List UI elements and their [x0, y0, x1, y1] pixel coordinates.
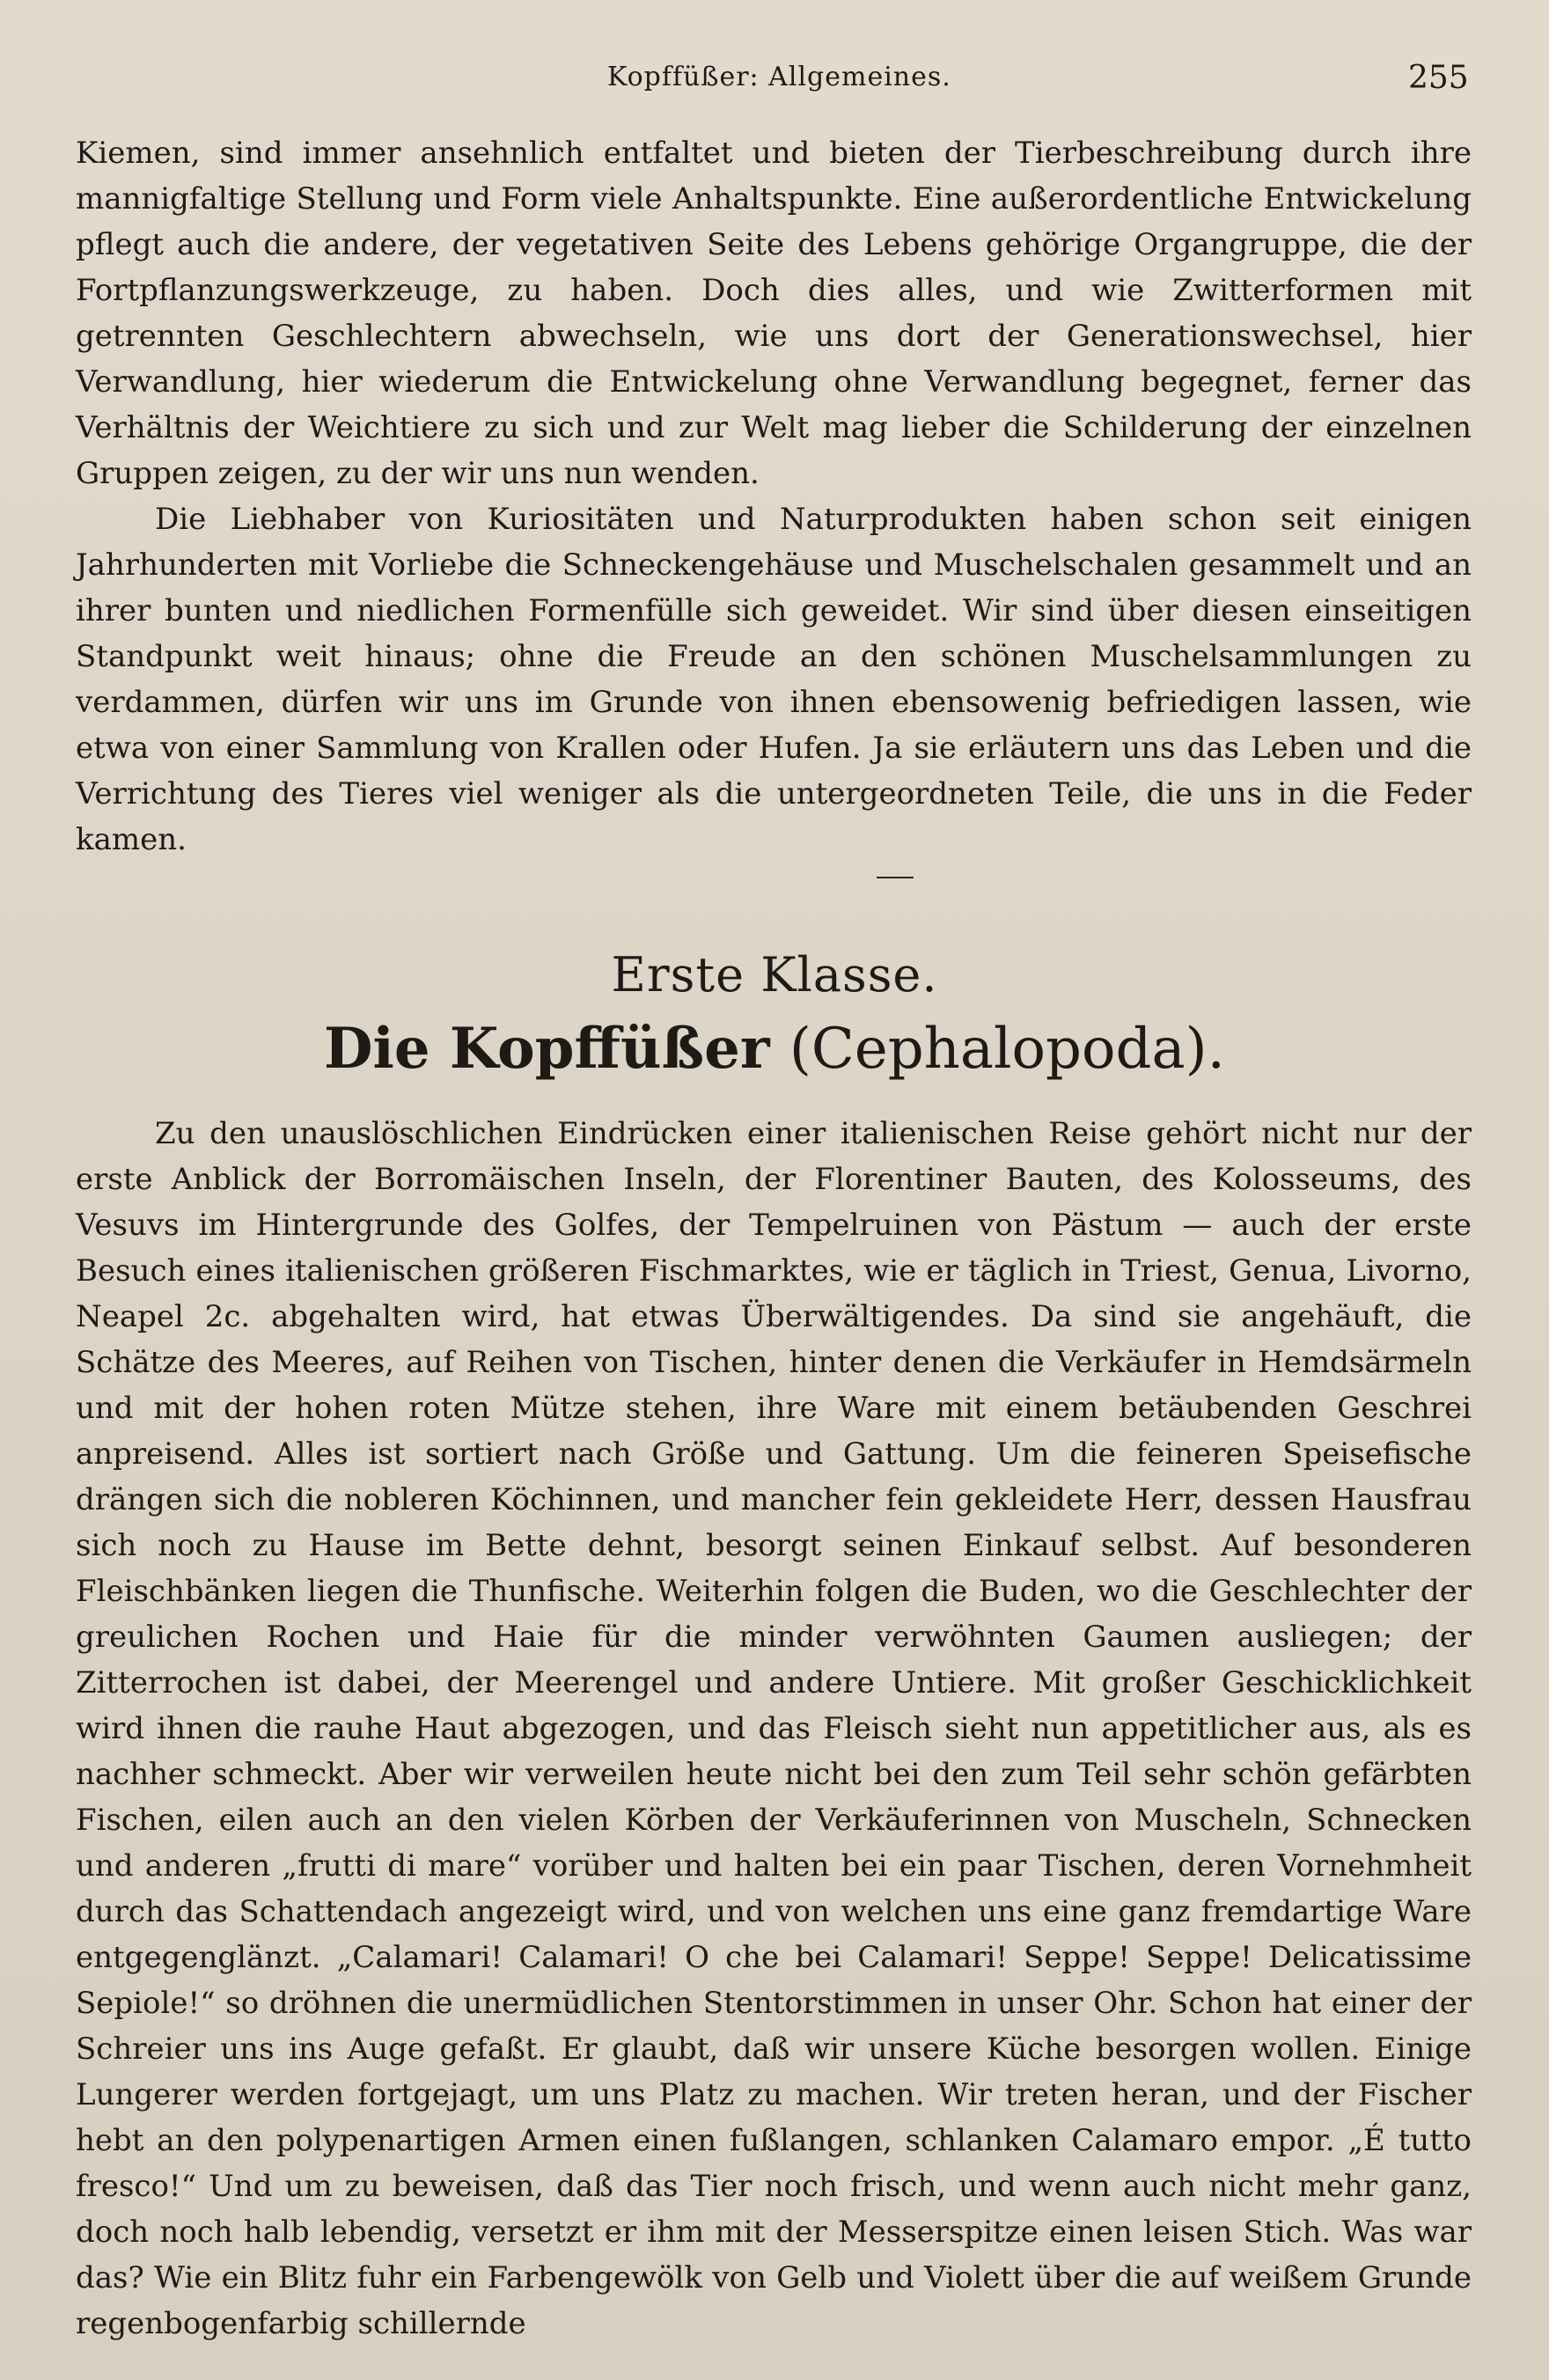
paragraph-collectors: Die Liebhaber von Kuriositäten und Naturprodukten haben schon seit einigen Jahrhunderten mit Vorliebe die Schneckengehäuse und Muschelschalen gesammelt und an ihrer bunten und niedlichen Formenfülle sich geweidet. Wir sind über diesen einseitigen Standpunkt weit hinaus; ohne die Freude an den schönen Muschelsammlungen zu verdammen, dürfen wir uns im Grunde von ihnen ebensowenig befriedigen lassen, wie etwa von einer Sammlung von Krallen oder Hufen. Ja sie erläutern uns das Leben und die Verrichtung des Tieres viel weniger als die untergeordneten Teile, die uns in die Feder kamen.	[76, 502, 1472, 857]
order-heading	[0, 1016, 1549, 1082]
section-divider	[877, 877, 914, 878]
running-title: Kopffüßer: Allgemeines.	[607, 62, 951, 92]
page-number: 255	[1408, 60, 1469, 96]
paragraph-fish-market: Zu den unauslöschlichen Eindrücken einer italienischen Reise gehört nicht nur der erste Anblick der Borromäischen Inseln, der Florentiner Bauten, des Kolosseums, des Vesuvs im Hintergrunde des Golfes, der Tempelruinen von Pästum — auch der erste Besuch eines italienischen größeren Fischmarktes, wie er täglich in Triest, Genua, Livorno, Neapel 2c. abgehalten wird, hat etwas Überwältigendes. Da sind sie angehäuft, die Schätze des Meeres, auf Reihen von Tischen, hinter denen die Verkäufer in Hemdsärmeln und mit der hohen roten Mütze stehen, ihre Ware mit einem betäubenden Geschrei anpreisend. Alles ist sortiert nach Größe und Gattung. Um die feineren Speisefische drängen sich die nobleren Köchinnen, und mancher fein gekleidete Herr, dessen Hausfrau sich noch zu Hause im Bette dehnt, besorgt seinen Einkauf selbst. Auf besonderen Fleischbänken liegen die Thunfische. Weiterhin folgen die Buden, wo die Geschlechter der greulichen Rochen und Haie für die minder verwöhnten Gaumen ausliegen; der Zitterrochen ist dabei, der Meerengel und andere Untiere. Mit großer Geschicklichkeit wird ihnen die rauhe Haut abgezogen, und das Fleisch sieht nun appetitlicher aus, als es nachher schmeckt. Aber wir verweilen heute nicht bei den zum Teil sehr schön gefärbten Fischen, eilen auch an den vielen Körben der Verkäuferinnen von Muscheln, Schnecken und anderen „frutti di mare“ vorüber und halten bei ein paar Tischen, deren Vornehmheit durch das Schattendach angezeigt wird, und von welchen uns eine ganz fremdartige Ware entgegenglänzt. „Calamari! Calamari! O che bei Calamari! Seppe! Seppe! Delicatissime Sepiole!“ so dröhnen die unermüdlichen Stentorstimmen in unser Ohr. Schon hat einer der Schreier uns ins Auge gefaßt. Er glaubt, daß wir unsere Küche besorgen wollen. Einige Lungerer werden fortgejagt, um uns Platz zu machen. Wir treten heran, und der Fischer hebt an den polypenartigen Armen einen fußlangen, schlanken Calamaro empor. „É tutto fresco!“ Und um zu beweisen, daß das Tier noch frisch, und wenn auch nicht mehr ganz, doch noch halb lebendig, versetzt er ihm mit der Messerspitze einen leisen Stich. Was war das? Wie ein Blitz fuhr ein Farbengewölk von Gelb und Violett über die auf weißem Grunde regenbogenfarbig schillernde	[76, 1116, 1472, 2341]
class-heading: Erste Klasse.	[611, 947, 938, 1003]
order-heading-german: Die Kopffüßer	[324, 1016, 770, 1082]
paragraph-intro-continued: Kiemen, sind immer ansehnlich entfaltet und bieten der Tierbeschreibung durch ihre mannigfaltige Stellung und Form viele Anhaltspunkte. Eine außerordentliche Entwickelung pflegt auch die andere, der vegetativen Seite des Lebens gehörige Organgruppe, die der Fortpflanzungswerkzeuge, zu haben. Doch dies alles, und wie Zwitterformen mit getrennten Geschlechtern abwechseln, wie uns dort der Generationswechsel, hier Verwandlung, hier wiederum die Entwickelung ohne Verwandlung begegnet, ferner das Verhältnis der Weichtiere zu sich und zur Welt mag lieber die Schilderung der einzelnen Gruppen zeigen, zu der wir uns nun wenden.	[76, 136, 1472, 491]
order-heading-latin: (Cephalopoda).	[789, 1017, 1225, 1082]
page-header	[0, 55, 1549, 107]
